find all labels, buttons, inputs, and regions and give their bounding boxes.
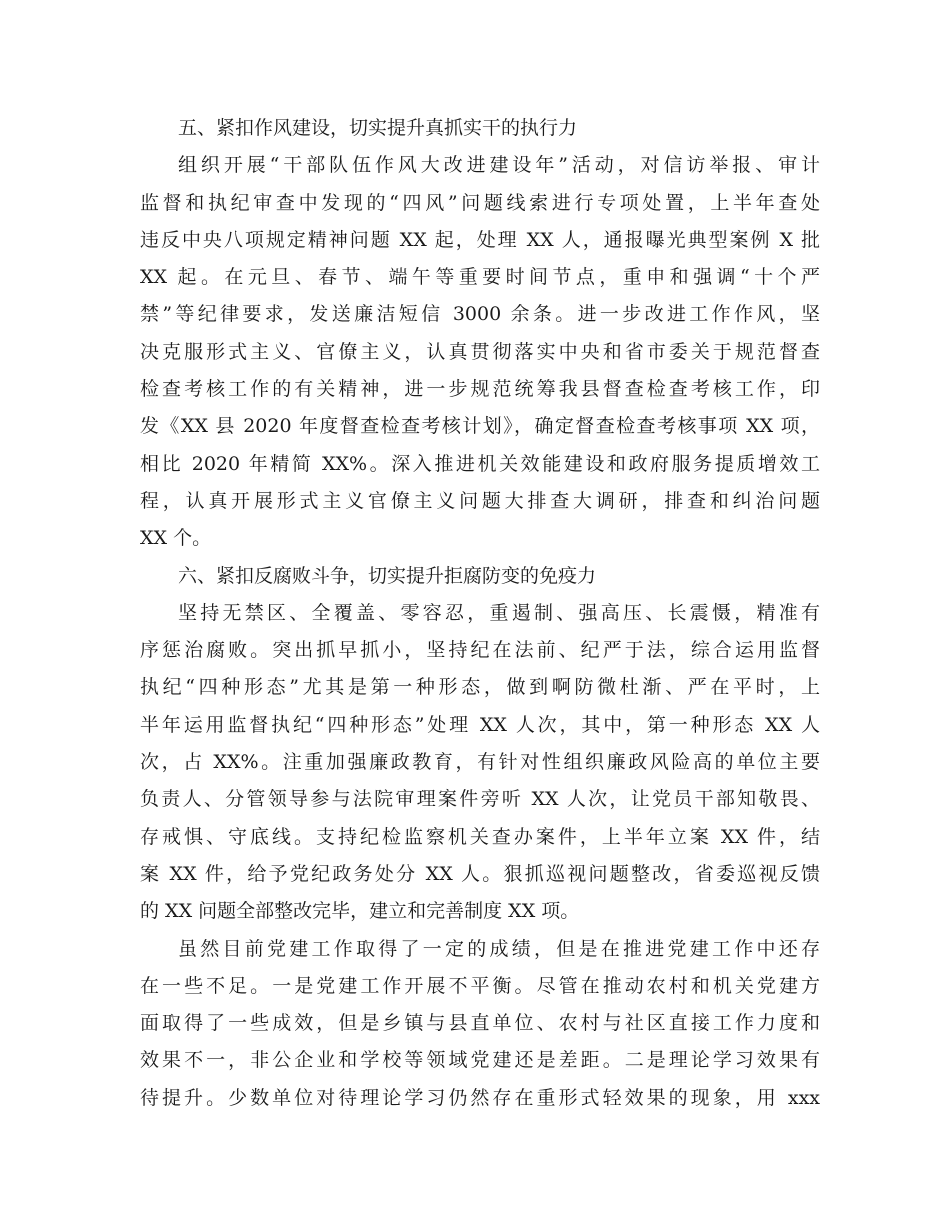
- paragraph-line: 程，认真开展形式主义官僚主义问题大排查大调研，排查和纠治问题: [140, 489, 820, 512]
- paragraph-line: 待提升。少数单位对待理论学习仍然存在重形式轻效果的现象，用 xxx: [140, 1086, 820, 1109]
- section-heading-5: 五、紧扣作风建设，切实提升真抓实干的执行力: [178, 117, 578, 139]
- paragraph-line: 负责人、分管领导参与法院审理案件旁听 XX 人次，让党员干部知敬畏、: [140, 788, 820, 811]
- paragraph-line: 在一些不足。一是党建工作开展不平衡。尽管在推动农村和机关党建方: [140, 974, 820, 997]
- document-body: [140, 110, 820, 1117]
- paragraph-line: 次，占 XX%。注重加强廉政教育，有针对性组织廉政风险高的单位主要: [140, 751, 820, 774]
- paragraph-line: 虽然目前党建工作取得了一定的成绩，但是在推进党建工作中还存: [178, 937, 820, 960]
- paragraph-line: 违反中央八项规定精神问题 XX 起，处理 XX 人，通报曝光典型案例 X 批: [140, 228, 820, 251]
- paragraph-line: 坚持无禁区、全覆盖、零容忍，重遏制、强高压、长震慑，精准有: [178, 601, 820, 624]
- paragraph-line: 组织开展“干部队伍作风大改进建设年”活动，对信访举报、审计: [178, 154, 820, 177]
- paragraph-line: 决克服形式主义、官僚主义，认真贯彻落实中央和省市委关于规范督查: [140, 340, 820, 363]
- paragraph-line: 序惩治腐败。突出抓早抓小，坚持纪在法前、纪严于法，综合运用监督: [140, 639, 820, 662]
- paragraph-line: 案 XX 件，给予党纪政务处分 XX 人。狠抓巡视问题整改，省委巡视反馈: [140, 862, 820, 885]
- paragraph-line: XX 起。在元旦、春节、端午等重要时间节点，重申和强调“十个严: [140, 266, 820, 289]
- paragraph-line: 监督和执纪审查中发现的“四风”问题线索进行专项处置，上半年查处: [140, 191, 820, 214]
- paragraph-line: 检查考核工作的有关精神，进一步规范统筹我县督查检查考核工作，印: [140, 378, 820, 401]
- paragraph-line: XX 个。: [140, 527, 212, 550]
- paragraph-line: 效果不一，非公企业和学校等领域党建还是差距。二是理论学习效果有: [140, 1049, 820, 1072]
- paragraph-line: 相比 2020 年精简 XX%。深入推进机关效能建设和政府服务提质增效工: [140, 452, 820, 475]
- paragraph-line: 存戒惧、守底线。支持纪检监察机关查办案件，上半年立案 XX 件，结: [140, 825, 820, 848]
- paragraph-line: 禁”等纪律要求，发送廉洁短信 3000 余条。进一步改进工作作风，坚: [140, 303, 820, 326]
- paragraph-line: 面取得了一些成效，但是乡镇与县直单位、农村与社区直接工作力度和: [140, 1012, 820, 1035]
- section-heading-6: 六、紧扣反腐败斗争，切实提升拒腐防变的免疫力: [178, 564, 597, 587]
- paragraph-line: 半年运用监督执纪“四种形态”处理 XX 人次，其中，第一种形态 XX 人: [140, 713, 820, 736]
- paragraph-line: 执纪“四种形态”尤其是第一种形态，做到啊防微杜渐、严在平时，上: [140, 676, 820, 699]
- paragraph-line: 发《XX 县 2020 年度督查检查考核计划》，确定督查检查考核事项 XX 项，: [140, 415, 820, 438]
- paragraph-line: 的 XX 问题全部整改完毕，建立和完善制度 XX 项。: [140, 900, 580, 923]
